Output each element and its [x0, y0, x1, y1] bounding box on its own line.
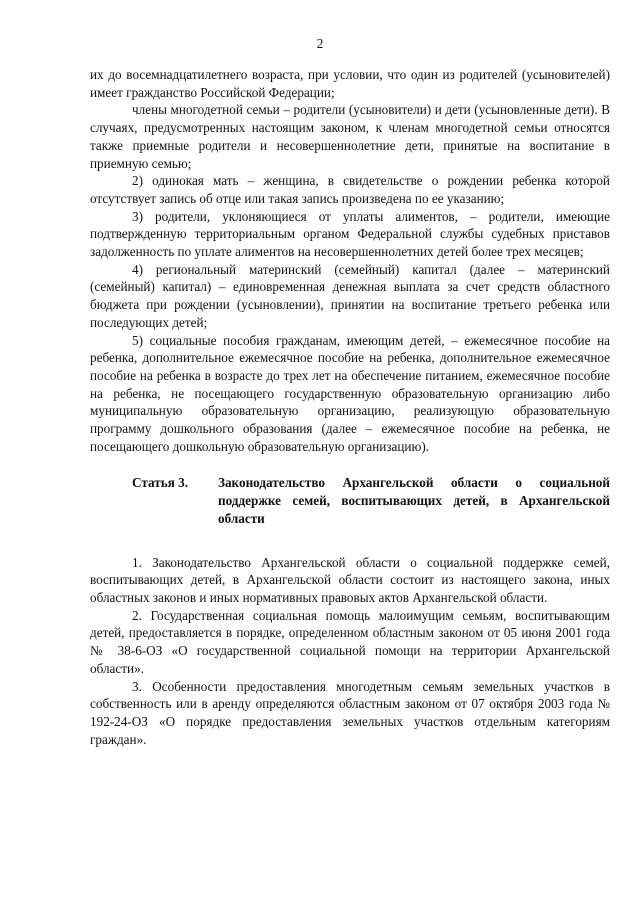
paragraph-large-family-members: члены многодетной семьи – родители (усыновители) и дети (усыновленные дети). В случаях, предусмотренных настоящим законом, к членам многодетной семьи относятся также приемные родители и несовершеннолетние дети, принятые на воспитание в приемную семью;: [90, 102, 610, 171]
paragraph-item-3: 3) родители, уклоняющиеся от уплаты алиментов, – родители, имеющие подтвержденную территориальным органом Федеральной службы судебных приставов задолженность по уплате алиментов на несовершеннолетних детей более трех месяцев;: [90, 208, 610, 260]
paragraph-continuation: их до восемнадцатилетнего возраста, при условии, что один из родителей (усыновителей) имеет гражданство Российской Федерации;: [90, 67, 610, 100]
paragraph-item-4: 4) региональный материнский (семейный) капитал (далее – материнский (семейный) капитал) – единовременная денежная выплата за счет средств областного бюджета при рождении (усыновлении), принятии на воспитание третьего ребенка или последующих детей;: [90, 261, 610, 330]
paragraph-clause-2: 2. Государственная социальная помощь малоимущим семьям, воспитывающим детей, предоставляется в порядке, определенном областным законом от 05 июня 2001 года № 38-6-ОЗ «О государственной социальной помощи на территории Архангельской области».: [90, 607, 610, 676]
page-number: 2: [316, 36, 324, 51]
paragraph-clause-3: 3. Особенности предоставления многодетным семьям земельных участков в собственность или в аренду определяются областным законом от 07 октября 2003 года № 192-24-ОЗ «О порядке предоставления земельных участков отдельным категориям граждан».: [90, 678, 610, 747]
paragraph-item-2: 2) одинокая мать – женщина, в свидетельстве о рождении ребенка которой отсутствует запись об отце или такая запись произведена по ее указанию;: [90, 173, 610, 206]
paragraph-clause-1: 1. Законодательство Архангельской области о социальной поддержке семей, воспитывающих детей, в Архангельской области состоит из настоящего закона, иных областных законов и иных нормативных правовых актов Архангельской области.: [90, 554, 610, 605]
article-title: Законодательство Архангельской области о социальной поддержке семей, воспитывающих детей, в Архангельской области: [218, 475, 610, 526]
page-content: [90, 66, 610, 748]
paragraph-item-5: 5) социальные пособия гражданам, имеющим детей, – ежемесячное пособие на ребенка, дополнительное ежемесячное пособие на ребенка, дополнительное ежемесячное пособие на ребенка в возрасте до трех лет на обеспечение питанием, ежемесячное пособие на ребенка, не посещающего государственную образовательную организацию либо муниципальную образовательную организацию, реализующую образовательную программу дошкольного образования (далее – ежемесячное пособие на ребенка, не посещающего дошкольную образовательную организацию).: [90, 332, 610, 454]
article-heading: [90, 474, 610, 527]
article-number: Статья 3.: [132, 475, 189, 491]
